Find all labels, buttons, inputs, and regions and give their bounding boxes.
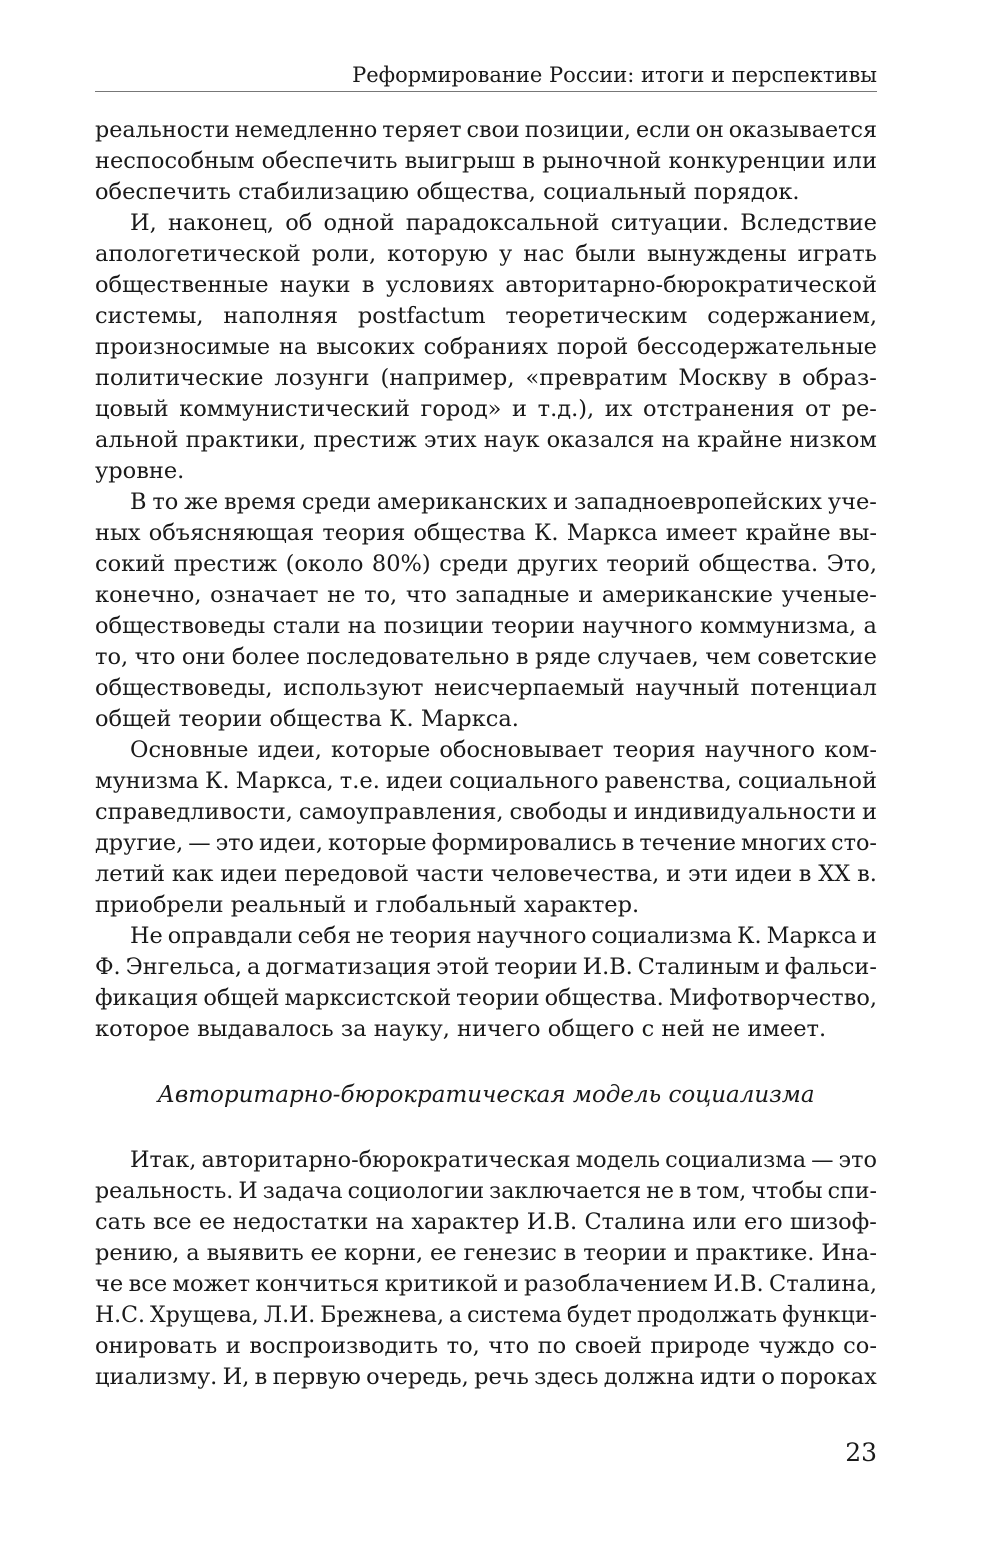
text-line: Н.С. Хрущева, Л.И. Брежнева, а система будет продолжать функци-: [95, 1303, 877, 1328]
text-line: апологетической роли, которую у нас были вынуждены играть: [95, 241, 877, 267]
text-line: произносимые на высоких собраниях порой бессодержательные: [95, 334, 877, 360]
text-line: Итак, авторитарно-бюрократическая модель социализма — это: [130, 1147, 877, 1173]
text-line: рению, а выявить ее корни, ее генезис в теории и практике. Ина-: [95, 1240, 877, 1266]
page-number: 23: [845, 1438, 877, 1467]
text-line: реальности немедленно теряет свои позиции, если он оказывается: [95, 117, 877, 143]
text-line: обеспечить стабилизацию общества, социальный порядок.: [95, 179, 800, 205]
paragraph: [95, 208, 877, 487]
paragraph: [95, 735, 877, 921]
text-line: В то же время среди американских и западноевропейских уче-: [130, 489, 877, 515]
text-line: справедливости, самоуправления, свободы и индивидуальности и: [95, 799, 877, 825]
text-line: обществоведы, используют неисчерпаемый научный потенциал: [95, 675, 877, 701]
text-line: реальность. И задача социологии заключается не в том, чтобы спи-: [95, 1178, 877, 1204]
paragraph: [95, 1145, 877, 1393]
text-line: че все может кончиться критикой и разоблачением И.В. Сталина,: [95, 1271, 877, 1297]
text-line: летий как идеи передовой части человечества, и эти идеи в XX в.: [95, 861, 877, 887]
text-line: фикация общей марксистской теории общества. Мифотворчество,: [95, 985, 877, 1011]
text-line: конечно, означает не то, что западные и американские ученые-: [95, 582, 877, 608]
text-line: приобрели реальный и глобальный характер.: [95, 892, 640, 918]
text-line: обществоведы стали на позиции теории научного коммунизма, а: [95, 613, 877, 639]
body-text: [95, 115, 877, 1393]
text-line: неспособным обеспечить выигрыш в рыночной конкуренции или: [95, 148, 877, 174]
paragraph: [95, 115, 877, 208]
paragraph: [95, 921, 877, 1045]
text-line: системы, наполняя postfactum теоретическим содержанием,: [95, 303, 877, 329]
section-title: Авторитарно-бюрократическая модель социализма: [157, 1081, 815, 1108]
paragraphs-after-section: [95, 1145, 877, 1393]
paragraphs-before-section: [95, 115, 877, 1045]
text-line: которое выдавалось за науку, ничего общего с ней не имеет.: [95, 1016, 827, 1042]
text-line: цовый коммунистический город» и т.д.), их отстранения от ре-: [95, 396, 877, 422]
text-line: альной практики, престиж этих наук оказался на крайне низком: [95, 427, 877, 453]
text-line: И, наконец, об одной парадоксальной ситуации. Вследствие: [130, 210, 877, 236]
text-line: Основные идеи, которые обосновывает теория научного ком-: [130, 737, 877, 763]
text-line: общей теории общества К. Маркса.: [95, 706, 519, 732]
text-line: Ф. Энгельса, а догматизация этой теории И.В. Сталиным и фальси-: [95, 954, 877, 980]
text-line: онировать и воспроизводить то, что по своей природе чуждо со-: [95, 1333, 877, 1359]
text-line: уровне.: [95, 458, 185, 484]
text-line: мунизма К. Маркса, т.е. идеи социального равенства, социальной: [95, 768, 877, 794]
text-line: политические лозунги (например, «превратим Москву в образ-: [95, 365, 877, 391]
text-line: общественные науки в условиях авторитарно-бюрократической: [95, 272, 877, 298]
text-line: сать все ее недостатки на характер И.В. Сталина или его шизоф-: [95, 1209, 877, 1235]
text-line: сокий престиж (около 80%) среди других теорий общества. Это,: [95, 551, 877, 577]
paragraph: [95, 487, 877, 735]
text-line: Не оправдали себя не теория научного социализма К. Маркса и: [130, 923, 877, 949]
running-head: Реформирование России: итоги и перспективы: [352, 63, 877, 87]
text-line: другие, — это идеи, которые формировались в течение многих сто-: [95, 830, 877, 856]
text-line: циализму. И, в первую очередь, речь здесь должна идти о пороках: [95, 1364, 877, 1390]
text-line: то, что они более последовательно в ряде случаев, чем советские: [95, 644, 877, 670]
header-rule: [95, 91, 877, 92]
text-line: ных объясняющая теория общества К. Маркса имеет крайне вы-: [95, 520, 877, 546]
